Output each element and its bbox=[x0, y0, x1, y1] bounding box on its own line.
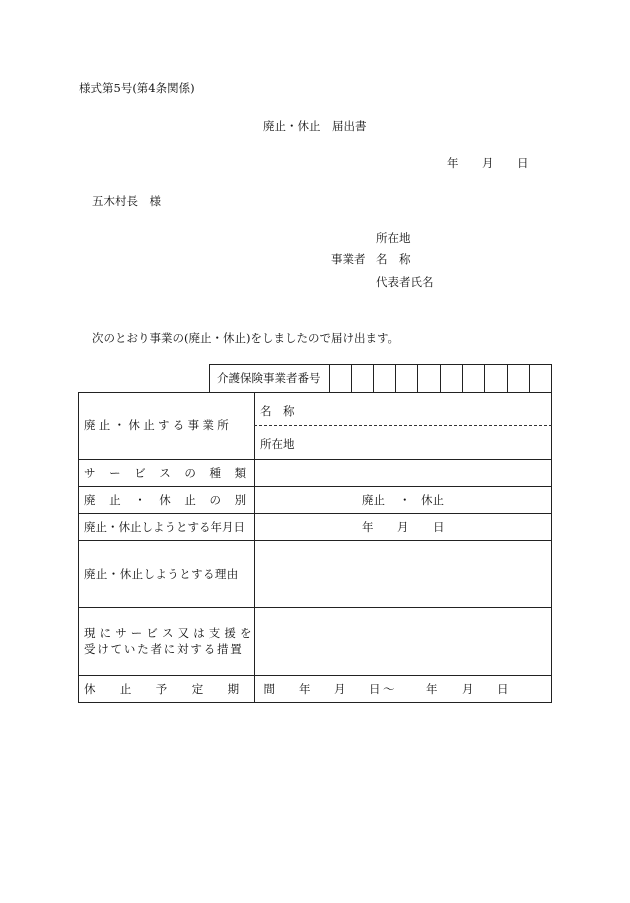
addressee: 五木村長 様 bbox=[92, 194, 161, 208]
column-divider bbox=[254, 392, 255, 703]
period-start-month: 月 bbox=[334, 682, 346, 696]
establishment-location-label: 所在地 bbox=[260, 437, 295, 451]
planned-date-month: 月 bbox=[397, 520, 409, 534]
planned-date-year: 年 bbox=[362, 520, 374, 534]
establishment-name-label: 名 称 bbox=[260, 404, 295, 418]
form-table bbox=[78, 392, 552, 703]
applicant-location-label: 所在地 bbox=[376, 231, 411, 245]
period-tilde: ～ bbox=[383, 682, 395, 696]
period-end-year: 年 bbox=[426, 682, 438, 696]
insurer-number-label: 介護保険事業者番号 bbox=[217, 371, 321, 385]
statement: 次のとおり事業の(廃止・休止)をしましたので届け出ます。 bbox=[92, 331, 400, 345]
category-dot: ・ bbox=[399, 493, 411, 507]
measures-label-line2: 受けていた者に対する措置 bbox=[84, 642, 244, 656]
category-haishi: 廃止 bbox=[362, 493, 385, 507]
planned-date-day: 日 bbox=[433, 520, 445, 534]
suspension-period-label: 休止予定期間 bbox=[84, 682, 300, 696]
applicant-representative-label: 代表者氏名 bbox=[376, 275, 434, 289]
establishment-label bbox=[84, 418, 247, 432]
category-kyushi: 休止 bbox=[421, 493, 444, 507]
form-title: 廃止・休止 届出書 bbox=[263, 119, 367, 133]
reason-label: 廃止・休止しようとする理由 bbox=[84, 567, 239, 581]
form-number: 様式第5号(第4条関係) bbox=[79, 81, 195, 95]
category-label: 廃止・休止の別 bbox=[84, 493, 260, 507]
date-month: 月 bbox=[482, 156, 494, 170]
period-start-year: 年 bbox=[299, 682, 311, 696]
establishment-label-text: 廃止・休止する事業所 bbox=[84, 418, 232, 432]
measures-label-line1: 現にサービス又は支援を bbox=[84, 626, 256, 640]
applicant-name-label: 名 称 bbox=[376, 252, 411, 266]
applicant-business-label: 事業者 bbox=[331, 252, 366, 266]
period-start-day: 日 bbox=[369, 682, 381, 696]
date-day: 日 bbox=[517, 156, 529, 170]
dashed-divider bbox=[254, 425, 552, 426]
period-end-month: 月 bbox=[462, 682, 474, 696]
date-year: 年 bbox=[447, 156, 459, 170]
period-end-day: 日 bbox=[497, 682, 509, 696]
service-type-label: サービスの種類 bbox=[84, 466, 260, 480]
planned-date-label: 廃止・休止しようとする年月日 bbox=[84, 520, 245, 534]
